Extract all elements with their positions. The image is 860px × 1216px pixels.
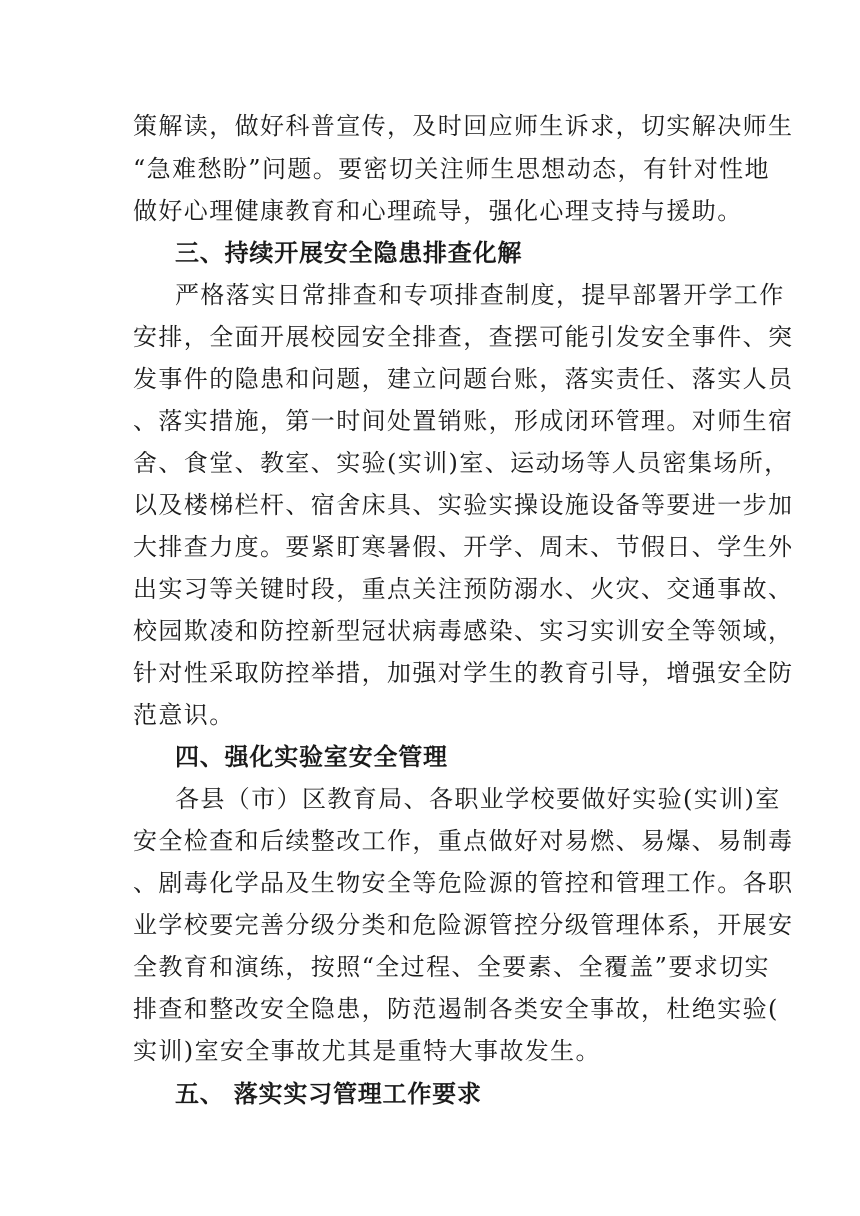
body-line-11: 大排查力度。要紧盯寒暑假、开学、周末、节假日、学生外: [133, 533, 794, 561]
body-line-14: 针对性采取防控举措，加强对学生的教育引导，增强安全防: [133, 659, 794, 687]
section-heading-5: 五、 落实实习管理工作要求: [175, 1080, 482, 1108]
body-line-21: 全教育和演练，按照“全过程、全要素、全覆盖”要求切实: [133, 953, 770, 981]
body-line-1: 策解读，做好科普宣传，及时回应师生诉求，切实解决师生: [133, 112, 794, 140]
section-heading-4: 四、强化实验室安全管理: [175, 743, 448, 771]
section-heading-3: 三、持续开展安全隐患排查化解: [175, 239, 523, 267]
body-line-13: 校园欺凌和防控新型冠状病毒感染、实习实训安全等领域，: [133, 617, 794, 645]
body-line-2: “急难愁盼”问题。要密切关注师生思想动态，有针对性地: [133, 155, 770, 183]
body-line-7: 发事件的隐患和问题，建立问题台账，落实责任、落实人员: [133, 365, 794, 393]
body-line-6: 安排，全面开展校园安全排查，查摆可能引发安全事件、突: [133, 323, 794, 351]
body-line-8: 、落实措施，第一时间处置销账，形成闭环管理。对师生宿: [133, 407, 794, 435]
body-line-23: 实训)室安全事故尤其是重特大事故发生。: [133, 1037, 601, 1065]
body-line-5: 严格落实日常排查和专项排查制度，提早部署开学工作: [175, 281, 785, 309]
body-line-18: 安全检查和后续整改工作，重点做好对易燃、易爆、易制毒: [133, 827, 794, 855]
body-line-3: 做好心理健康教育和心理疏导，强化心理支持与援助。: [133, 197, 743, 225]
body-line-19: 、剧毒化学品及生物安全等危险源的管控和管理工作。各职: [133, 869, 794, 897]
body-line-20: 业学校要完善分级分类和危险源管控分级管理体系，开展安: [133, 911, 794, 939]
body-line-15: 范意识。: [133, 701, 235, 729]
body-line-9: 舍、食堂、教室、实验(实训)室、运动场等人员密集场所，: [133, 449, 790, 477]
body-line-22: 排查和整改安全隐患，防范遏制各类安全事故，杜绝实验(: [133, 995, 779, 1023]
body-line-10: 以及楼梯栏杆、宿舍床具、实验实操设施设备等要进一步加: [133, 491, 794, 519]
body-line-17: 各县（市）区教育局、各职业学校要做好实验(实训)室: [175, 785, 781, 813]
body-line-12: 出实习等关键时段，重点关注预防溺水、火灾、交通事故、: [133, 575, 794, 603]
